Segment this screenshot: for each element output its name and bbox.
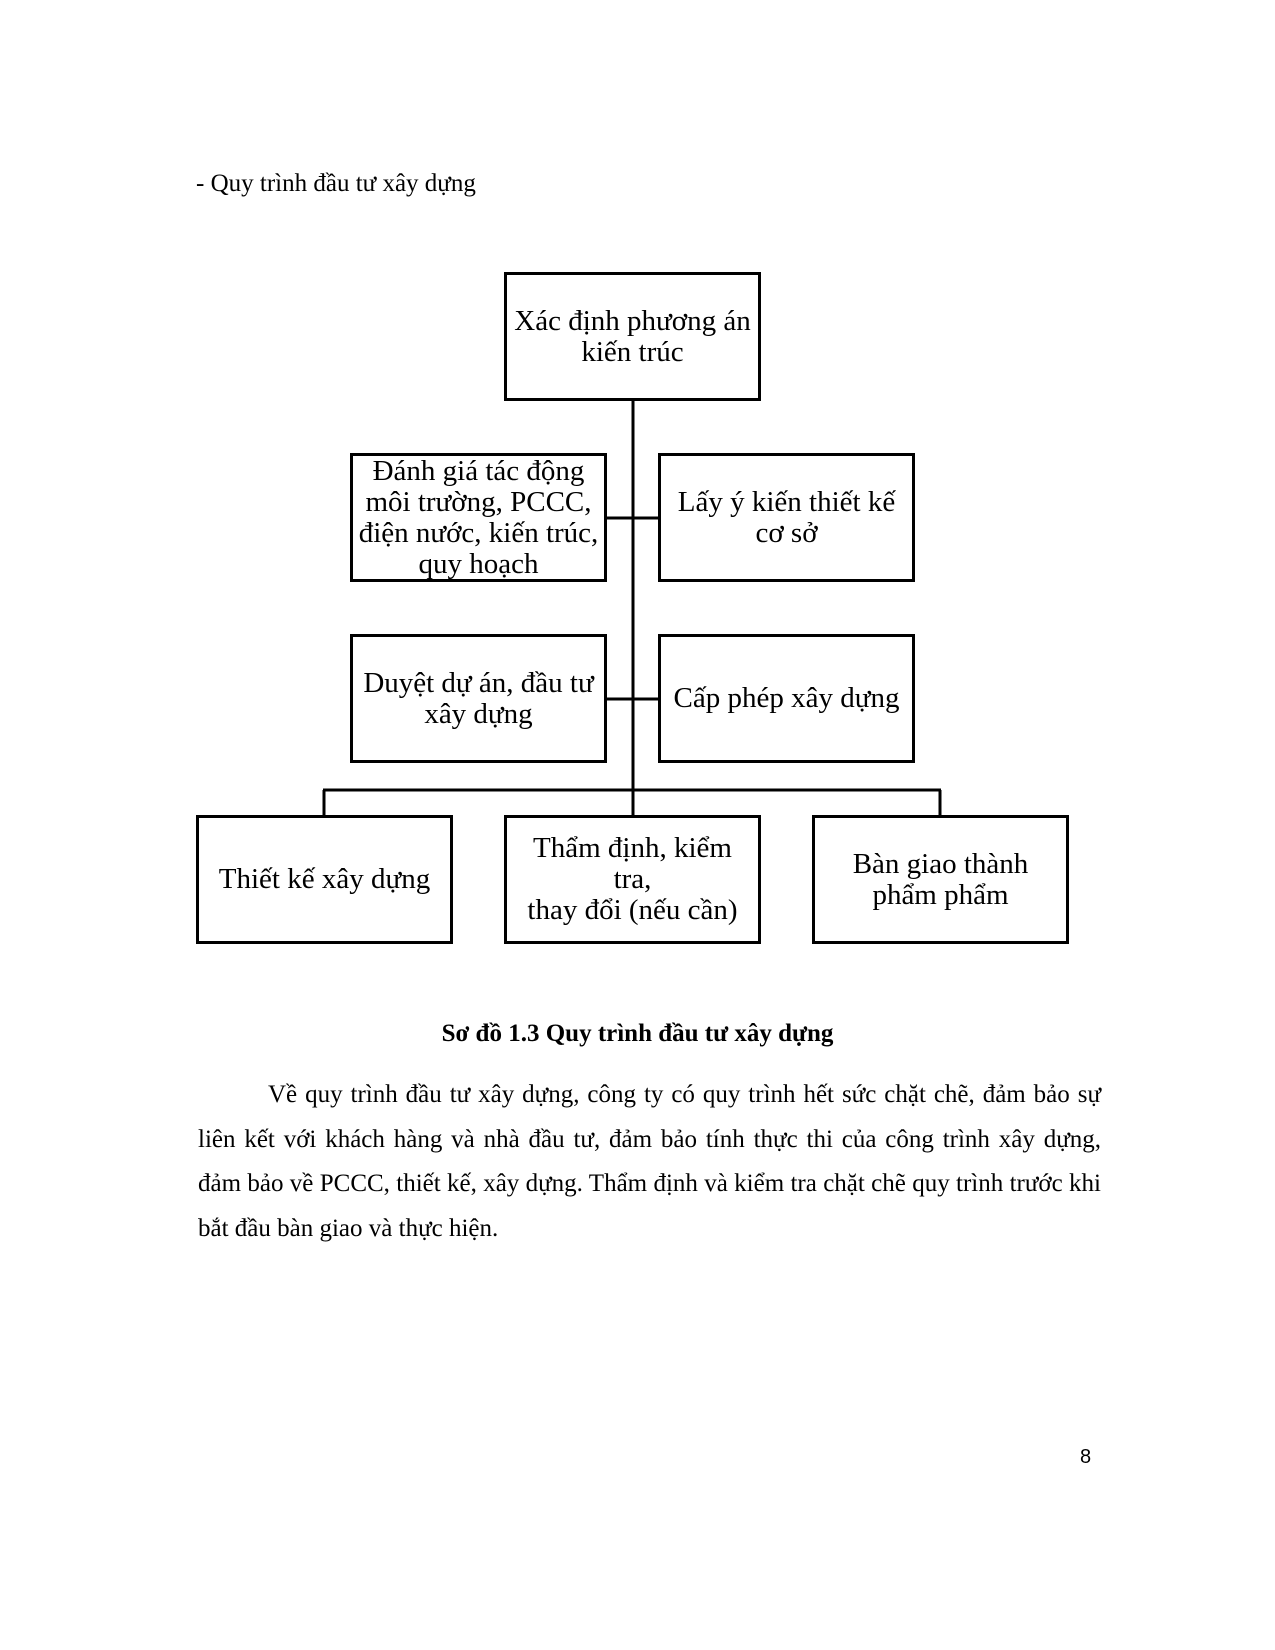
box-construction-design	[196, 815, 453, 944]
box-line: Duyệt dự án, đầu tư	[363, 666, 594, 699]
body-paragraph: Về quy trình đầu tư xây dựng, công ty có quy trình hết sức chặt chẽ, đảm bảo sự liên kết với khách hàng và nhà đầu tư, đảm bảo tính thực thi của công trình xây dựng, đảm bảo về PCCC, thiết kế, xây dựng. Thẩm định và kiểm tra chặt chẽ quy trình trước khi bắt đầu bàn giao và thực hiện.	[198, 1081, 1101, 1242]
box-project-approval	[350, 634, 607, 763]
box-line: môi trường, PCCC,	[365, 485, 592, 518]
box-design-opinion	[658, 453, 915, 582]
box-appraisal	[504, 815, 761, 944]
box-line: Thẩm định, kiểm tra,	[533, 832, 732, 895]
box-determine-architecture	[504, 272, 761, 401]
box-line: quy hoạch	[418, 547, 539, 580]
box-line: Cấp phép xây dựng	[673, 682, 900, 714]
box-line: thay đổi (nếu cần)	[527, 894, 738, 926]
box-building-permit	[658, 634, 915, 763]
box-line: Lấy ý kiến thiết kế	[677, 485, 896, 518]
page-number: 8	[1080, 1446, 1092, 1468]
box-line: Thiết kế xây dựng	[218, 863, 431, 895]
box-line: xây dựng	[424, 697, 533, 730]
box-impact-assessment	[350, 453, 607, 582]
box-line: điện nước, kiến trúc,	[358, 516, 599, 549]
diagram-caption: Sơ đồ 1.3 Quy trình đầu tư xây dựng	[441, 1020, 834, 1047]
box-line: cơ sở	[755, 516, 818, 549]
box-line: phẩm phẩm	[872, 878, 1009, 911]
box-line: Đánh giá tác động	[372, 454, 585, 487]
section-heading: - Quy trình đầu tư xây dựng	[196, 170, 476, 197]
box-line: kiến trúc	[581, 335, 684, 368]
box-line: Bàn giao thành	[852, 847, 1029, 880]
box-handover	[812, 815, 1069, 944]
box-line: Xác định phương án	[514, 304, 751, 337]
